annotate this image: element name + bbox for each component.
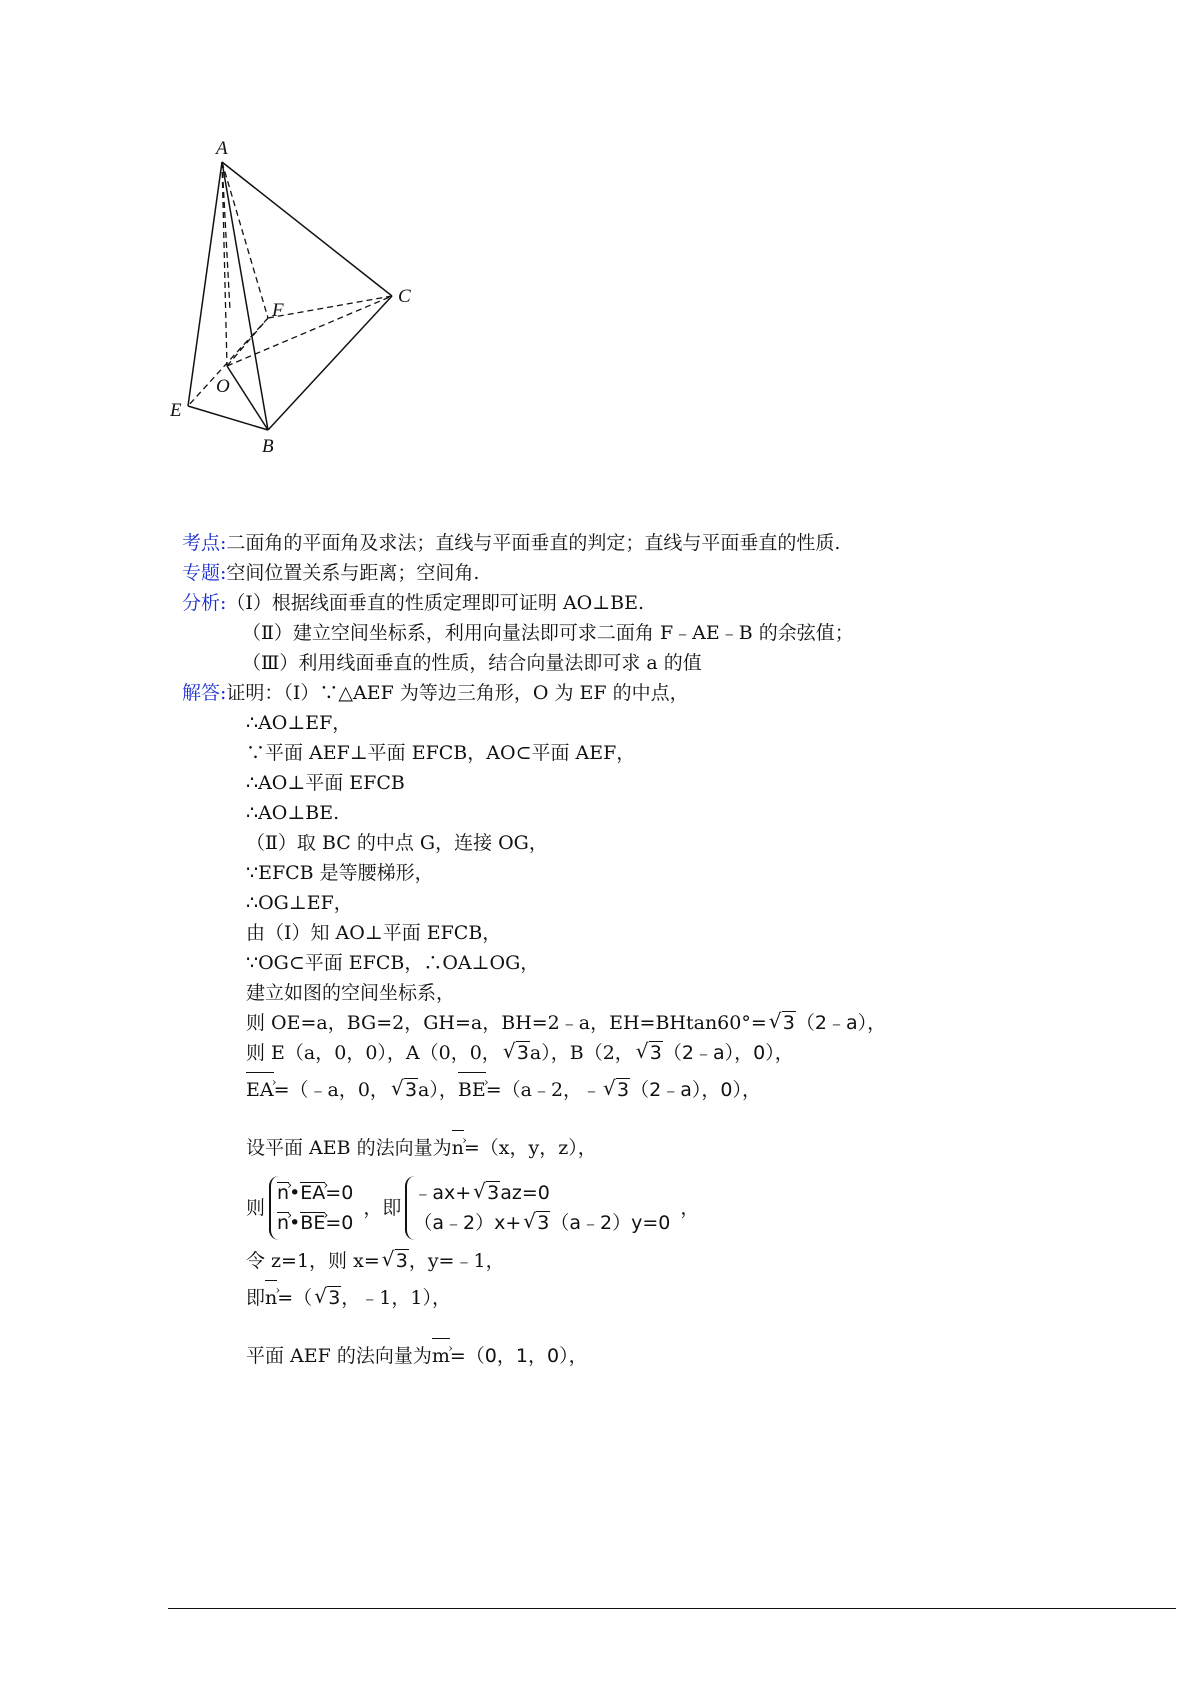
meta-zhuanti: 专题:空间位置关系与距离；空间角. [182,562,480,584]
solution-line: （Ⅱ）取 BC 的中点 G，连接 OG， [246,832,548,854]
vector-m: › m [432,1334,450,1378]
solution-line: 由（Ⅰ）知 AO⊥平面 EFCB， [246,922,502,944]
solution-line: ∴AO⊥平面 EFCB [246,772,405,794]
tag-zhuanti: 专题: [182,562,227,584]
equation-system-right: ﹣ax+√ 3az=0 （a﹣2）x+√ 3（a﹣2）y=0 [405,1176,676,1240]
label-C: C [398,286,411,307]
analysis-line: （Ⅱ）建立空间坐标系，利用向量法即可求二面角 F﹣AE﹣B 的余弦值； [242,622,854,644]
edge-OF [227,318,268,366]
solution-line: ∴AO⊥EF， [246,712,352,734]
sqrt-symbol: √ 3 [769,1008,796,1038]
math-line-normal-m: 平面 AEF 的法向量为› m=（0，1，0）， [182,1334,1172,1378]
footer-rule [168,1608,1176,1609]
solution-line: ∵EFCB 是等腰梯形， [246,862,434,884]
math-line-coords: 则 E（a，0，0），A（0，0，√ 3a），B（2，√ 3（2﹣a），0）， [182,1038,1172,1068]
sqrt-symbol: √ 3 [503,1038,530,1068]
analysis-line: 分析:（Ⅰ）根据线面垂直的性质定理即可证明 AO⊥BE. [182,592,644,614]
label-O: O [216,376,230,397]
edge-AO [222,162,227,366]
analysis-line: （Ⅲ）利用线面垂直的性质，结合向量法即可求 a 的值 [242,652,702,674]
edge-AC [222,162,392,296]
sqrt-symbol: √ 3 [391,1068,418,1112]
solution-text [182,528,1172,1378]
math-line-vectors: › EA=（﹣a，0，√ 3a），› BE=（a﹣2，﹣√ 3（2﹣a），0）， [182,1068,1172,1112]
meta-kaodian: 考点:二面角的平面角及求法；直线与平面垂直的判定；直线与平面垂直的性质. [182,532,841,554]
sqrt-symbol: √ 3 [314,1276,341,1320]
pyramid-diagram [170,130,470,500]
pyramid-figure [170,130,470,500]
solution-line: ∵平面 AEF⊥平面 EFCB，AO⊂平面 AEF， [246,742,636,764]
solution-line: ∵OG⊂平面 EFCB，∴OA⊥OG， [246,952,540,974]
solution-line: 建立如图的空间坐标系， [246,982,456,1004]
vector-BE: › BE [458,1068,486,1112]
math-line-n-value: 即› n=（√ 3，﹣1，1）， [182,1276,1172,1320]
label-F: F [272,300,284,321]
math-line-lengths: 则 OE=a，BG=2，GH=a，BH=2﹣a，EH=BHtan60°=√ 3（2﹣a）， [182,1008,1172,1038]
vector-n: › n [265,1276,277,1320]
equation-system-left: › n•› EA=0 › n•› BE=0 [269,1176,359,1240]
label-A: A [216,138,228,159]
label-B: B [262,436,274,457]
tag-jieda: 解答: [182,682,227,704]
vector-EA: › EA [246,1068,274,1112]
label-E: E [170,400,182,421]
tag-fenxi: 分析: [182,592,227,614]
edge-FC [268,296,392,318]
sqrt-symbol: √ 3 [636,1038,663,1068]
solution-line: 解答:证明：（Ⅰ）∵△AEF 为等边三角形，O 为 EF 的中点， [182,682,689,704]
math-line-let-z: 令 z=1，则 x=√ 3，y=﹣1， [182,1246,1172,1276]
sqrt-symbol: √ 3 [603,1068,630,1112]
solution-line: ∴OG⊥EF， [246,892,353,914]
edge-BC [268,296,392,430]
edge-AE [188,162,222,406]
solution-line: ∴AO⊥BE. [246,802,340,824]
tag-kaodian: 考点: [182,532,227,554]
sqrt-symbol: √ 3 [382,1246,409,1276]
vector-n: › n [452,1126,464,1170]
math-line-normal-n: 设平面 AEB 的法向量为› n=（x，y，z）， [182,1126,1172,1170]
edge-EB [188,406,268,430]
math-line-system: 则 › n•› EA=0 › n•› BE=0 ，即 ﹣ax+√ 3az=0 （a﹣2）x+√ 3（a﹣2）y=0 ， [182,1170,1172,1246]
